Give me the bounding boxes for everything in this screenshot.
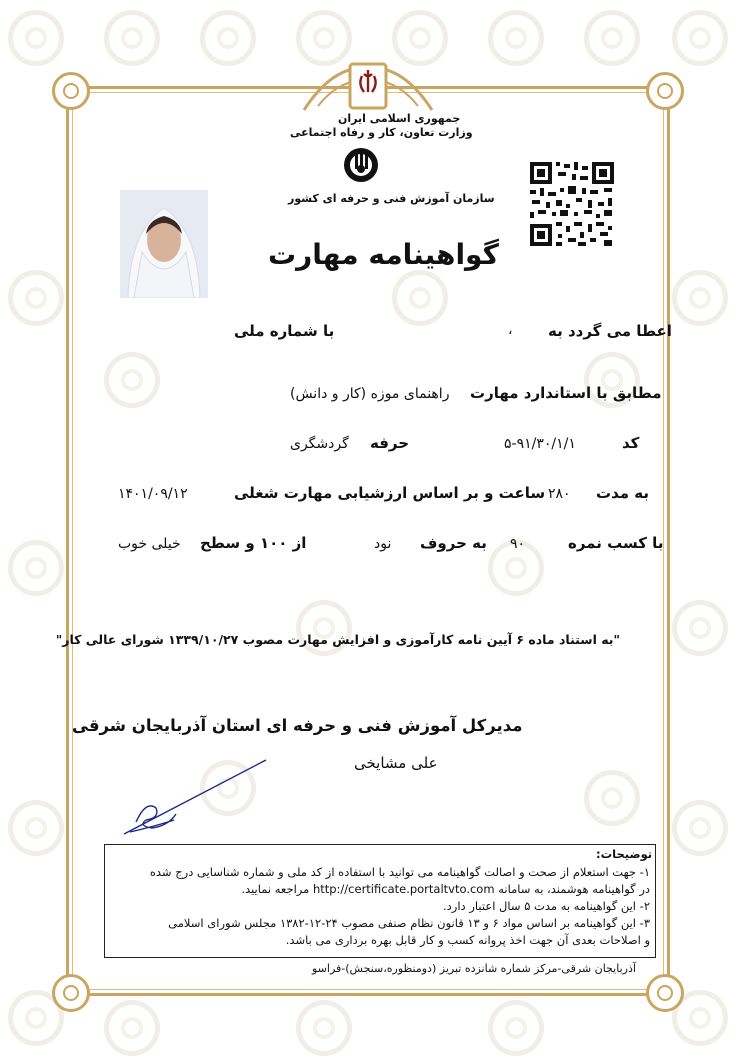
awarded-to-value: ، <box>508 322 513 338</box>
code-label: کد <box>622 434 640 452</box>
duration-label: به مدت <box>596 484 649 502</box>
assessment-label: ساعت و بر اساس ارزشیابی مهارت شغلی <box>234 484 546 502</box>
note-line: ۱- جهت استعلام از صحت و اصالت گواهینامه می توانید با استفاده از کد ملی و شماره شناسایی درج شده <box>149 865 650 879</box>
notes-heading: توضیحات: <box>596 847 653 861</box>
holder-photo <box>120 190 208 298</box>
trade-value: گردشگری <box>290 436 349 452</box>
frame-corner-ornament <box>646 72 684 110</box>
qr-code <box>528 160 616 248</box>
out-of-label: از ۱۰۰ و سطح <box>200 534 307 552</box>
level-value: خیلی خوب <box>118 536 181 552</box>
signatory-title: مدیرکل آموزش فنی و حرفه ای استان آذربایجان شرقی <box>72 716 523 735</box>
note-line: و اصلاحات بعدی آن جهت اخذ پروانه کسب و کار قابل بهره برداری می باشد. <box>285 933 650 947</box>
score-label: با کسب نمره <box>568 534 664 552</box>
issuing-center: آذربایجان شرقی-مرکز شماره شانزده تبریز (دومنظوره،سنجش)-فراسو <box>312 962 636 975</box>
note-line: ۲- این گواهینامه به مدت ۵ سال اعتبار دارد. <box>443 899 650 913</box>
score-letters-label: به حروف <box>420 534 487 552</box>
score-letters-value: نود <box>374 536 392 552</box>
signatory-name: علی مشایخی <box>354 754 438 772</box>
score-value: ۹۰ <box>510 536 526 552</box>
code-value: ۵-۹۱/۳۰/۱/۱ <box>504 436 576 452</box>
certificate-title: گواهینامه مهارت <box>268 238 499 271</box>
duration-value: ۲۸۰ <box>548 486 571 502</box>
ministry-name: وزارت تعاون، کار و رفاه اجتماعی <box>290 126 473 139</box>
organization-name: سازمان آموزش فنی و حرفه ای کشور <box>288 192 495 205</box>
certificate-date: ۱۴۰۱/۰۹/۱۲ <box>118 486 188 502</box>
signature <box>116 756 276 840</box>
awarded-to-label: اعطا می گردد به <box>548 322 672 340</box>
tvto-logo-icon <box>342 146 380 184</box>
regulation-text: "به استناد ماده ۶ آیین نامه کارآموزی و افزایش مهارت مصوب ۱۳۳۹/۱۰/۲۷ شورای عالی کار" <box>55 632 620 647</box>
national-id-label: با شماره ملی <box>234 322 335 340</box>
iran-emblem-icon <box>356 68 380 96</box>
frame-corner-ornament <box>52 974 90 1012</box>
frame-corner-ornament <box>52 72 90 110</box>
trade-label: حرفه <box>370 434 410 452</box>
country-name: جمهوری اسلامی ایران <box>338 112 461 125</box>
note-line: در گواهینامه هوشمند، به سامانه http://certificate.portaltvto.com مراجعه نمایید. <box>241 882 650 896</box>
standard-value: راهنمای موزه (کار و دانش) <box>290 386 450 402</box>
standard-label: مطابق با استاندارد مهارت <box>470 384 662 402</box>
frame-corner-ornament <box>646 974 684 1012</box>
note-line: ۳- این گواهینامه بر اساس مواد ۶ و ۱۳ قانون نظام صنفی مصوب ۲۴-۱۲-۱۳۸۲ مجلس شورای اسلامی <box>168 916 650 930</box>
